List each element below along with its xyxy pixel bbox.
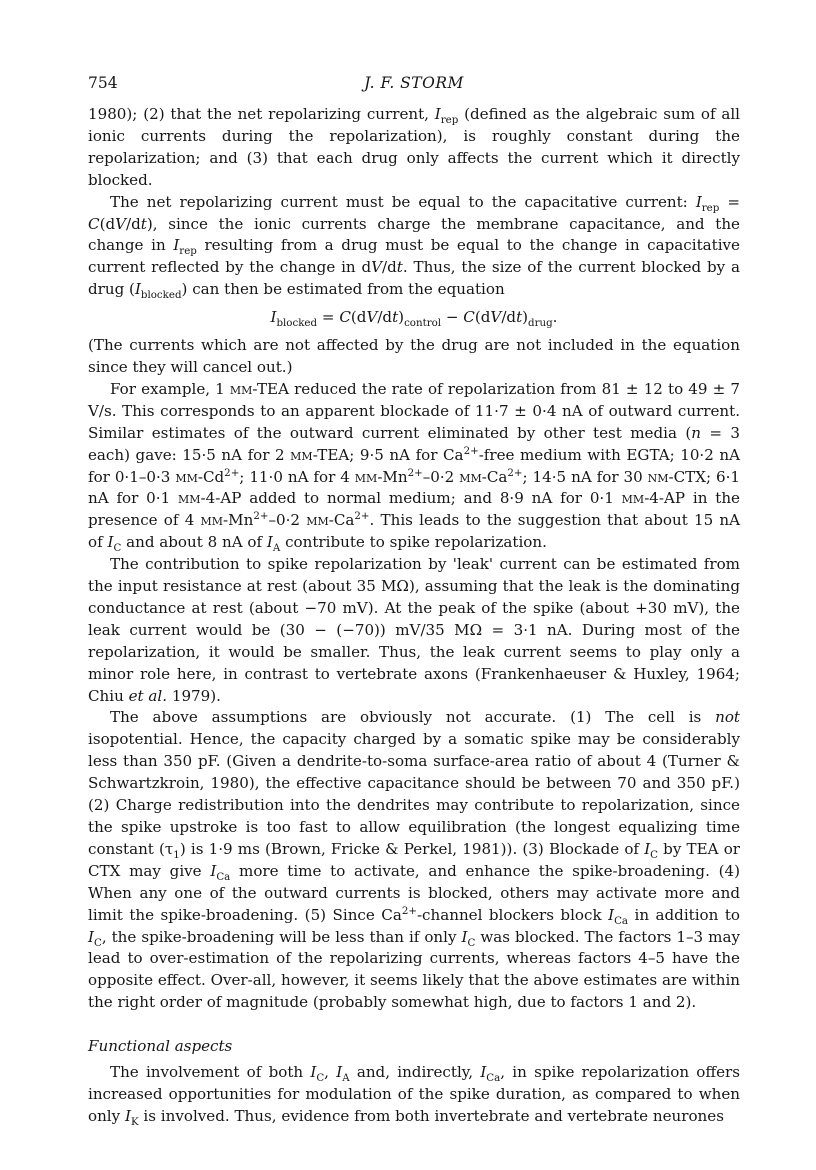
paragraph: 1980); (2) that the net repolarizing current, $I_{rep}$ (defined as the algebraic sum of all ionic currents during the repolarization), is roughly constant during the repolarization; and (3) that each drug only affects the current which it directly blocked. — [88, 105, 740, 189]
body-text — [88, 104, 740, 1128]
paragraph: For example, 1 mm-TEA reduced the rate of repolarization from 81 ± 12 to 49 ± 7 V/s. This corresponds to an apparent blockade of 11·7 ± 0·4 nA of outward current. Similar estimates of the outward current eliminated by other test media (n = 3 each) gave: 15·5 nA for 2 mm-TEA; 9·5 nA for $Ca^{2+}$-free medium with EGTA; 10·2 nA for 0·1–0·3 $mm-Cd^{2+}$; 11·0 nA for 4 $mm-Mn^{2+}-0\cdot 2$ $mm-Ca^{2+}$; 14·5 nA for 30 nm-CTX; 6·1 nA for 0·1 mm-4-AP added to normal medium; and 8·9 nA for 0·1 mm-4-AP in the presence of 4 $mm-Mn^{2+}-0\cdot 2$ $mm-Ca^{2+}$. This leads to the suggestion that about 15 nA of $I_C$ and about 8 nA of $I_A$ contribute to spike repolarization. — [88, 379, 741, 555]
page-number: 754 — [88, 74, 118, 92]
running-title: J. F. STORM — [364, 74, 464, 92]
paragraph: The contribution to spike repolarization by 'leak' current can be estimated from the input resistance at rest (about 35 MΩ), assuming that the leak is the dominating conductance at rest (about −70 mV). At the peak of the spike (about +30 mV), the leak current would be (30 − (−70)) mV/35 MΩ = 3·1 nA. During most of the repolarization, it would be smaller. Thus, the leak current seems to play only a minor role here, in contrast to vertebrate axons (Frankenhaeuser & Huxley, 1964; Chiu et al. 1979). — [88, 555, 740, 705]
equation: $I_{blocked} = C(dV/dt)_{control} - C(dV/dt)_{drug}$. — [270, 308, 558, 330]
paragraph: The above assumptions are obviously not accurate. (1) The cell is not isopotential. Hence, the capacity charged by a somatic spike may be considerably less than 350 pF. (Given a dendrite-to-soma surface-area ratio of about 4 (Turner & Schwartzkroin, 1980), the effective capacitance should be between 70 and 350 pF.) (2) Charge redistribution into the dendrites may contribute to repolarization, since the spike upstroke is too fast to allow equilibration (the longest equalizing time constant $(\tau_1)$ is 1·9 ms (Brown, Fricke & Perkel, 1981)). (3) Blockade of $I_C$ by TEA or CTX may give $I_{Ca}$ more time to activate, and enhance the spike-broadening. (4) When any one of the outward currents is blocked, others may activate more and limit the spike-broadening. (5) Since $Ca^{2+}$-channel blockers block $I_{Ca}$ in addition to $I_C$, the spike-broadening will be less than if only $I_C$ was blocked. The factors 1–3 may lead to over-estimation of the repolarizing currents, whereas factors 4–5 have the opposite effect. Over-all, however, it seems likely that the above estimates are within the right order of magnitude (probably somewhat high, due to factors 1 and 2). — [88, 708, 740, 1012]
paragraph: (The currents which are not affected by the drug are not included in the equation since they will cancel out.) — [88, 336, 740, 376]
paragraph: The involvement of both $I_C$, $I_A$ and, indirectly, $I_{Ca}$, in spike repolarization offers increased opportunities for modulation of the spike duration, as compared to when only $I_K$ is involved. Thus, evidence from both invertebrate and vertebrate neurones — [88, 1063, 740, 1128]
section-heading: Functional aspects — [88, 1037, 233, 1056]
page-header — [88, 74, 740, 98]
paragraph: The net repolarizing current must be equal to the capacitative current: $I_{rep} = C(dV/dt)$, since the ionic currents charge the membrane capacitance, and the change in $I_{rep}$ resulting from a drug must be equal to the change in capacitative current reflected by the change in dV/dt. Thus, the size of the current blocked by a drug $(I_{blocked})$ can then be estimated from the equation — [88, 192, 740, 302]
